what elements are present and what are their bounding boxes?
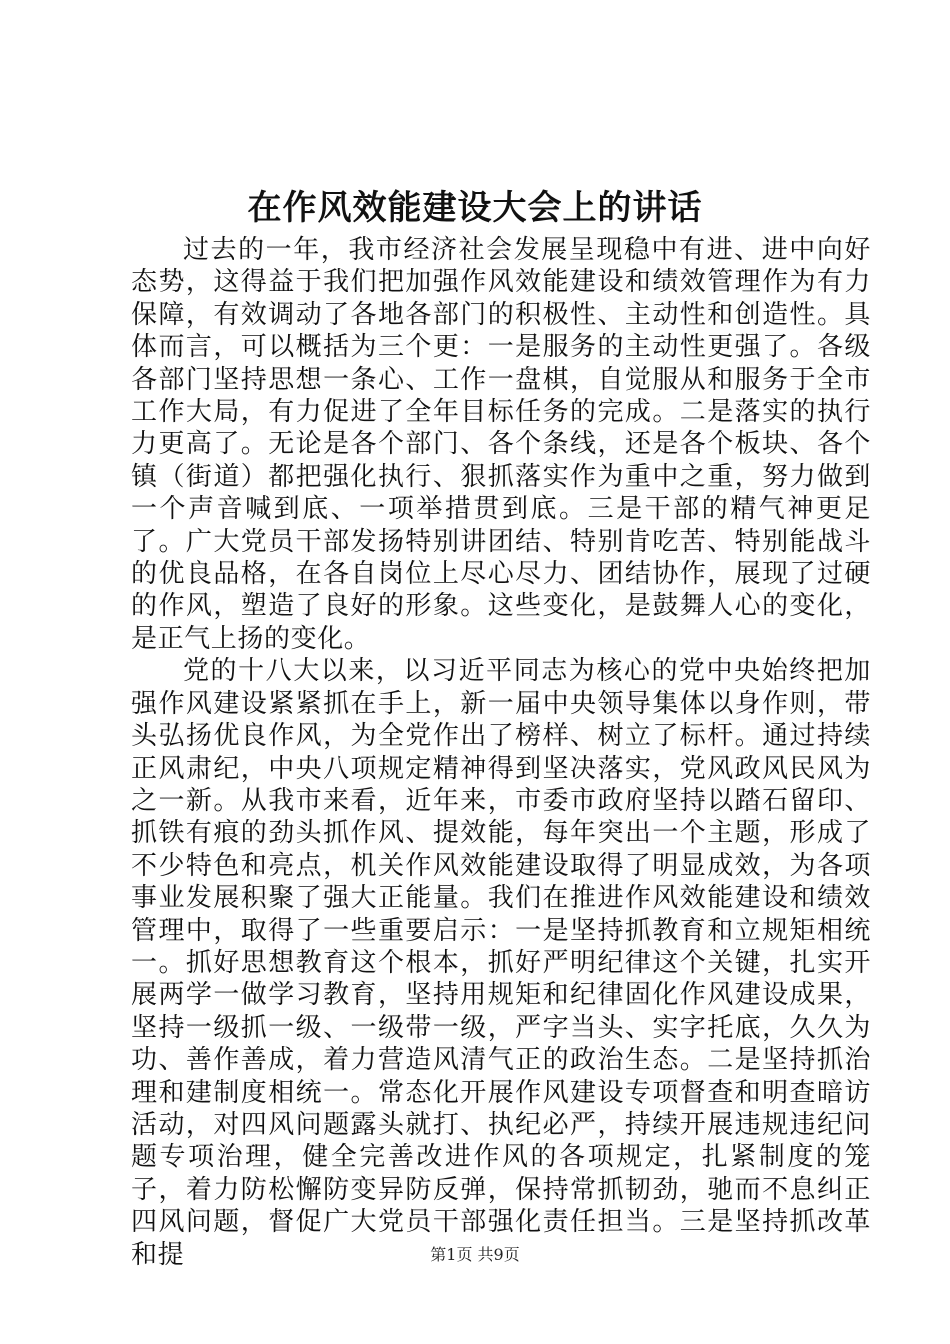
document-body xyxy=(131,234,871,1271)
paragraph: 过去的一年，我市经济社会发展呈现稳中有进、进中向好态势，这得益于我们把加强作风效能建设和绩效管理作为有力保障，有效调动了各地各部门的积极性、主动性和创造性。具体而言，可以概括为三个更：一是服务的主动性更强了。各级各部门坚持思想一条心、工作一盘棋，自觉服从和服务于全市工作大局，有力促进了全年目标任务的完成。二是落实的执行力更高了。无论是各个部门、各个条线，还是各个板块、各个镇（街道）都把强化执行、狠抓落实作为重中之重，努力做到一个声音喊到底、一项举措贯到底。三是干部的精气神更足了。广大党员干部发扬特别讲团结、特别肯吃苦、特别能战斗的优良品格，在各自岗位上尽心尽力、团结协作，展现了过硬的作风，塑造了良好的形象。这些变化，是鼓舞人心的变化，是正气上扬的变化。 xyxy=(131,235,871,654)
page-footer: 第1页 共9页 xyxy=(430,1245,520,1264)
paragraph: 党的十八大以来，以习近平同志为核心的党中央始终把加强作风建设紧紧抓在手上，新一届中央领导集体以身作则，带头弘扬优良作风，为全党作出了榜样、树立了标杆。通过持续正风肃纪，中央八项规定精神得到坚决落实，党风政风民风为之一新。从我市来看，近年来，市委市政府坚持以踏石留印、抓铁有痕的劲头抓作风、提效能，每年突出一个主题，形成了不少特色和亮点，机关作风效能建设取得了明显成效，为各项事业发展积聚了强大正能量。我们在推进作风效能建设和绩效管理中，取得了一些重要启示：一是坚持抓教育和立规矩相统一。抓好思想教育这个根本，抓好严明纪律这个关键，扎实开展两学一做学习教育，坚持用规矩和纪律固化作风建设成果，坚持一级抓一级、一级带一级，严字当头、实字托底，久久为功、善作善成，着力营造风清气正的政治生态。二是坚持抓治理和建制度相统一。常态化开展作风建设专项督查和明查暗访活动，对四风问题露头就打、执纪必严，持续开展违规违纪问题专项治理，健全完善改进作风的各项规定，扎紧制度的笼子，着力防松懈防变异防反弹，保持常抓韧劲，驰而不息纠正四风问题，督促广大党员干部强化责任担当。三是坚持抓改革和提 xyxy=(131,656,871,1270)
document-title: 在作风效能建设大会上的讲话 xyxy=(247,188,703,228)
